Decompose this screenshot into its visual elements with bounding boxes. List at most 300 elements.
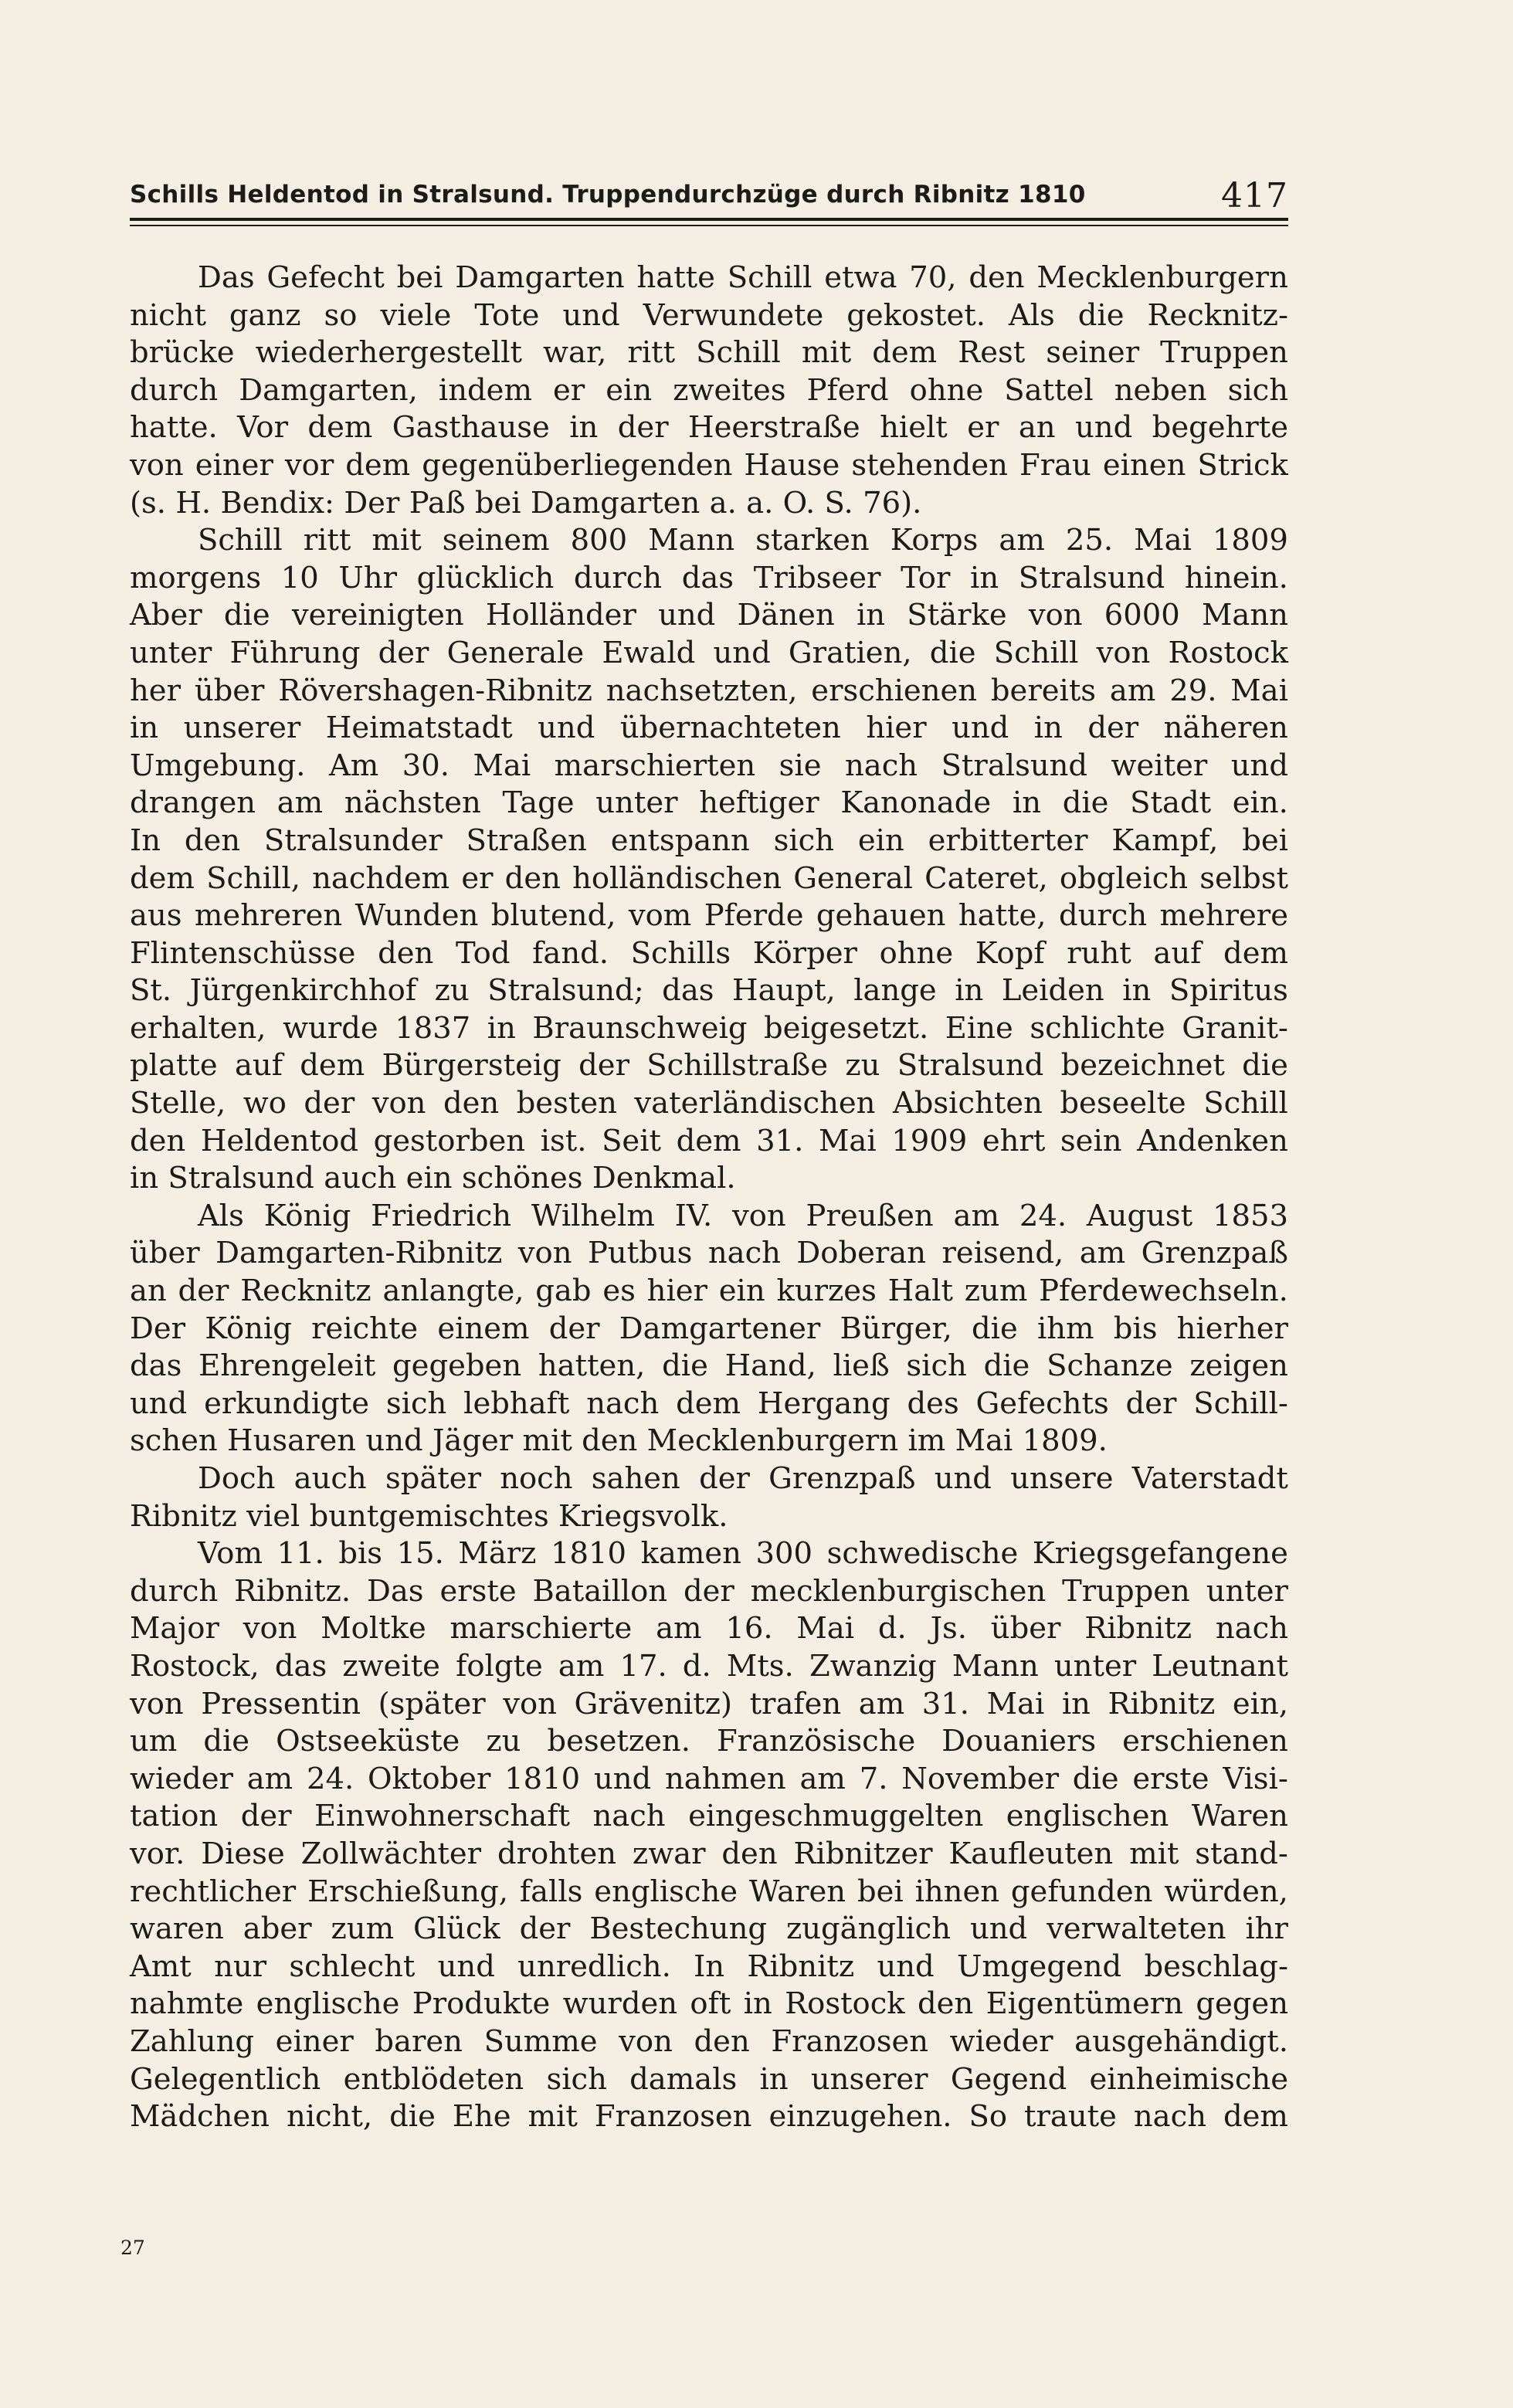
word: Ehe — [452, 2099, 511, 2135]
word: in — [759, 2061, 789, 2097]
word: gefunden — [1010, 1874, 1153, 1909]
word: (später — [378, 1686, 486, 1721]
text-line — [130, 1460, 1288, 1498]
word: nahmte — [130, 1986, 244, 2022]
word: auch — [293, 1461, 367, 1496]
word: die — [223, 598, 270, 633]
word: in — [569, 410, 599, 446]
word: 10 — [280, 560, 319, 595]
word: der — [548, 1311, 600, 1346]
word: und — [130, 1385, 188, 1421]
word: dem — [1223, 2099, 1288, 2135]
word: dem — [1223, 935, 1288, 971]
word: Gefechts — [975, 1385, 1109, 1421]
word: König — [263, 1198, 351, 1233]
word: Verwundete — [643, 297, 824, 333]
word: von — [732, 1198, 786, 1233]
running-title: Schills Heldentod in Stralsund. Truppendurchzüge durch Ribnitz 1810 — [130, 181, 1086, 209]
word: dem — [676, 1123, 741, 1158]
word: den — [721, 1836, 778, 1871]
word: Kaufleuten — [948, 1836, 1114, 1871]
text-line — [130, 1648, 1288, 1686]
word: 17. — [619, 1648, 667, 1684]
word: seinem — [442, 523, 550, 558]
text-line — [130, 1911, 1288, 1948]
word: zu — [434, 973, 470, 1009]
word: vor — [284, 447, 334, 483]
word: nach — [592, 1799, 666, 1834]
word: 31. — [756, 1123, 804, 1158]
word: und — [934, 1461, 992, 1496]
word: durch — [1058, 898, 1148, 934]
word: Spiritus — [1169, 973, 1288, 1009]
word: unter — [595, 785, 678, 821]
word: Visi- — [1223, 1761, 1288, 1796]
word: entblödeten — [343, 2061, 524, 2097]
text-line — [130, 1573, 1288, 1611]
word: In — [130, 822, 161, 858]
word: Der — [130, 1311, 186, 1346]
word: ohne — [879, 935, 954, 971]
word: hielt — [880, 410, 948, 446]
word: unter — [130, 635, 212, 670]
text-line — [130, 1198, 1288, 1236]
word: und — [969, 1911, 1028, 1947]
word: Amt — [130, 1948, 192, 1984]
word: erhalten, — [130, 1010, 266, 1046]
word: Hergang — [757, 1385, 890, 1421]
word: zeigen — [1189, 1348, 1288, 1384]
word: wo — [243, 1086, 287, 1121]
word: die — [1077, 297, 1125, 333]
word: und — [365, 1423, 423, 1459]
word: hatte, — [958, 898, 1047, 934]
word: ein — [857, 822, 904, 858]
word: später — [385, 1461, 481, 1496]
word: zu — [845, 1048, 880, 1084]
text-line — [130, 1874, 1288, 1911]
word: Hause — [744, 447, 840, 483]
word: in — [1122, 973, 1152, 1009]
text-line — [130, 1498, 1288, 1536]
word: einer — [195, 447, 273, 483]
word: der — [617, 410, 669, 446]
word: Truppen — [1160, 335, 1288, 371]
word: November — [901, 1761, 1059, 1796]
word: vaterländischen — [634, 1086, 876, 1121]
word: von — [1028, 598, 1083, 633]
page-number: 417 — [1221, 176, 1288, 215]
word: 1810 — [551, 1536, 627, 1572]
word: Mts. — [726, 1648, 794, 1684]
printer-signature-mark: 27 — [120, 2237, 145, 2259]
word: hatte — [636, 260, 715, 295]
word: tation — [130, 1799, 219, 1834]
text-line — [130, 860, 1288, 898]
text-line — [130, 1761, 1288, 1799]
word: Ribnitz — [1108, 1686, 1216, 1721]
word: marschierten — [554, 748, 756, 783]
word: gegeben — [392, 1348, 522, 1384]
word: Pferd — [806, 372, 889, 408]
word: mit — [522, 1423, 572, 1459]
word: mit — [528, 2099, 578, 2135]
text-line — [130, 1311, 1288, 1348]
word: folgte — [456, 1648, 543, 1684]
word: der — [304, 1086, 355, 1121]
text-line — [130, 710, 1288, 748]
word: reichte — [311, 1311, 419, 1346]
word: und — [562, 297, 620, 333]
word: Jäger — [432, 1423, 514, 1459]
word: an — [1018, 410, 1056, 446]
word: am — [953, 1198, 1000, 1233]
word: Ribnitz — [747, 1948, 855, 1984]
word: ganz — [229, 297, 301, 333]
word: bei — [1242, 822, 1288, 858]
word: nicht — [130, 297, 206, 333]
word: Ostseeküste — [276, 1724, 460, 1759]
word: und — [1075, 410, 1133, 446]
header-rule-thick — [130, 218, 1288, 221]
word: dem — [307, 410, 373, 446]
word: lange — [853, 973, 937, 1009]
word: von — [371, 1086, 426, 1121]
word: der — [1087, 711, 1139, 746]
word: ritt — [303, 523, 351, 558]
word: Rostock — [785, 1986, 905, 2022]
word: die — [972, 1311, 1018, 1346]
word: ein. — [1232, 785, 1288, 821]
word: dem — [676, 1385, 741, 1421]
word: brücke — [130, 335, 235, 371]
word: Umgegend — [956, 1948, 1122, 1984]
word: gekostet. — [846, 297, 985, 333]
word: Andenken — [1137, 1123, 1288, 1158]
text-line — [130, 785, 1288, 822]
word: 24. — [1019, 1198, 1067, 1233]
word: 1810 — [504, 1761, 581, 1796]
word: englische — [256, 1986, 400, 2022]
word: Denkmal. — [592, 1161, 736, 1196]
word: zwar — [632, 1836, 706, 1871]
word: über — [990, 1611, 1061, 1647]
text-line — [130, 1948, 1288, 1986]
word: von — [130, 447, 184, 483]
word: einem — [437, 1311, 530, 1346]
word: auf — [234, 1048, 283, 1084]
word: unsere — [1010, 1461, 1114, 1496]
word: stand- — [1195, 1836, 1288, 1871]
word: Truppen — [1062, 1573, 1190, 1609]
word: schen — [130, 1423, 218, 1459]
word: in — [1061, 1686, 1091, 1721]
word: mecklenburgischen — [750, 1573, 1047, 1609]
word: 1837 — [395, 1010, 471, 1046]
word: bei — [396, 260, 443, 295]
word: Kriegsgefangene — [1032, 1536, 1288, 1572]
word: wiederhergestellt — [255, 335, 522, 371]
word: den — [443, 1086, 500, 1121]
word: d. — [682, 1648, 711, 1684]
word: übernachteten — [619, 711, 841, 746]
word: Schill — [198, 523, 283, 558]
word: den — [969, 260, 1025, 295]
word: 7. — [859, 1761, 888, 1796]
word: König — [205, 1311, 292, 1346]
text-line — [130, 2061, 1288, 2099]
word: Aber — [130, 598, 202, 633]
text-line — [130, 1348, 1288, 1385]
text-line — [130, 334, 1288, 372]
text-line — [130, 822, 1288, 860]
word: Bürger, — [840, 1311, 952, 1346]
word: sein — [1060, 1123, 1122, 1158]
word: schwedische — [826, 1536, 1019, 1572]
word: die — [1072, 1761, 1119, 1796]
word: Stelle, — [130, 1086, 226, 1121]
word: unserer — [810, 2061, 928, 2097]
word: ohne — [909, 372, 984, 408]
word: Stralsund — [168, 1161, 314, 1196]
text-line — [130, 1610, 1288, 1648]
word: bei — [474, 485, 521, 521]
word: Dänen — [737, 598, 835, 633]
text-line — [130, 635, 1288, 673]
word: Als — [1008, 297, 1055, 333]
word: Summe — [483, 2023, 598, 2059]
word: Straßen — [466, 822, 587, 858]
word: zum — [331, 1911, 395, 1947]
text-line — [130, 673, 1288, 711]
text-line — [130, 522, 1288, 560]
word: wieder — [130, 1761, 233, 1796]
word: Kriegsvolk. — [558, 1498, 728, 1534]
word: nicht, — [286, 2099, 373, 2135]
word: Schanze — [1047, 1348, 1173, 1384]
word: durch — [130, 372, 219, 408]
word: der — [683, 1573, 734, 1609]
word: 1853 — [1212, 1198, 1288, 1233]
word: zu — [486, 1724, 521, 1759]
word: März — [458, 1536, 537, 1572]
word: Pferdewechseln. — [1039, 1274, 1288, 1309]
word: nachdem — [312, 860, 450, 896]
text-line — [130, 372, 1288, 410]
word: Pferde — [704, 898, 804, 934]
word: ihr — [1245, 1911, 1288, 1947]
word: an — [130, 1274, 167, 1309]
word: Mann — [1202, 598, 1288, 633]
text-line — [130, 1385, 1288, 1423]
text-line — [130, 597, 1288, 635]
word: die — [203, 1724, 250, 1759]
word: Schill, — [206, 860, 300, 896]
word: Stralsund — [1018, 560, 1165, 595]
word: über — [194, 673, 265, 708]
word: besten — [516, 1086, 617, 1121]
word: 1809. — [1022, 1423, 1108, 1459]
word: vom — [628, 898, 692, 934]
word: in — [1012, 785, 1042, 821]
word: glücklich — [416, 560, 555, 595]
word: er — [967, 410, 999, 446]
word: 11. — [276, 1536, 324, 1572]
word: Eine — [945, 1010, 1013, 1046]
word: Kanonade — [840, 785, 992, 821]
word: Gelegentlich — [130, 2061, 321, 2097]
word: am — [656, 1611, 702, 1647]
word: ließ — [833, 1348, 890, 1384]
word: nach — [586, 1385, 660, 1421]
word: um — [130, 1724, 178, 1759]
word: auf — [1153, 935, 1202, 971]
word: wieder — [949, 2023, 1053, 2059]
word: den — [130, 1123, 186, 1158]
word: den — [917, 1986, 974, 2022]
word: das — [662, 973, 714, 1009]
word: Damgarten — [455, 260, 625, 295]
word: Halt — [887, 1274, 953, 1309]
word: einzugehen. — [768, 2099, 952, 2135]
text-line — [130, 1836, 1288, 1874]
text-line — [130, 2098, 1288, 2136]
word: sich — [546, 2061, 607, 2097]
word: Vor — [237, 410, 288, 446]
word: 16. — [725, 1611, 773, 1647]
word: Schill — [696, 335, 781, 371]
word: ihm — [1036, 1311, 1094, 1346]
word: mit — [801, 335, 852, 371]
word: eingeschmuggelten — [688, 1799, 984, 1834]
word: wurden — [562, 1986, 678, 2022]
word: 6000 — [1104, 598, 1180, 633]
word: beseelte — [1060, 1086, 1186, 1121]
word: Mädchen — [130, 2099, 270, 2135]
word: und — [1230, 748, 1288, 783]
word: und — [437, 1948, 495, 1984]
word: Stadt — [1130, 785, 1212, 821]
word: blutend, — [490, 898, 616, 934]
word: Rest — [958, 335, 1026, 371]
word: gab — [535, 1274, 592, 1309]
word: Mecklenburgern — [1036, 260, 1288, 295]
text-line — [130, 447, 1288, 485]
word: näheren — [1163, 711, 1288, 746]
word: dem — [300, 1048, 365, 1084]
word: wurde — [283, 1010, 378, 1046]
word: und — [658, 598, 716, 633]
text-line — [130, 1085, 1288, 1123]
word: einheimische — [1089, 2061, 1288, 2097]
word: und — [713, 635, 771, 670]
word: St. — [130, 973, 172, 1009]
word: Mai — [818, 1123, 877, 1158]
word: Mai — [796, 1611, 855, 1647]
word: Stärke — [907, 598, 1007, 633]
word: Mai — [986, 1686, 1045, 1721]
word: Grenzpaß — [768, 1461, 916, 1496]
word: falls — [519, 1874, 583, 1909]
word: Uhr — [338, 560, 397, 595]
word: zweites — [673, 372, 786, 408]
word: beschlag- — [1144, 1948, 1288, 1984]
word: erste — [1132, 1761, 1209, 1796]
word: marschierte — [449, 1611, 633, 1647]
word: Am — [328, 748, 379, 783]
word: Waren — [748, 1874, 846, 1909]
word: Stralsunder — [263, 822, 443, 858]
word: am — [1079, 1236, 1126, 1271]
text-line — [130, 748, 1288, 785]
word: das — [681, 560, 734, 595]
word: und — [877, 1948, 935, 1984]
page-header — [130, 176, 1288, 222]
word: die — [1062, 785, 1109, 821]
word: Doberan — [796, 1236, 927, 1271]
word: hier — [866, 711, 927, 746]
word: Rostock, — [130, 1648, 260, 1684]
word: Wilhelm — [531, 1198, 655, 1233]
word: den — [378, 935, 434, 971]
word: im — [907, 1423, 946, 1459]
word: der — [519, 1911, 571, 1947]
word: neben — [1114, 372, 1207, 408]
word: nach — [707, 1236, 781, 1271]
text-line — [130, 259, 1288, 297]
word: in — [743, 1986, 772, 2022]
word: der — [378, 635, 429, 670]
word: auch — [324, 1161, 397, 1196]
word: er — [553, 372, 585, 408]
word: durch — [130, 1573, 219, 1609]
word: Schillstraße — [646, 1048, 829, 1084]
word: 25. — [1065, 523, 1114, 558]
word: Oktober — [367, 1761, 491, 1796]
word: 31. — [921, 1686, 970, 1721]
word: einer — [275, 2023, 354, 2059]
word: 15. — [396, 1536, 444, 1572]
word: erkundigte — [204, 1385, 370, 1421]
word: dem — [872, 335, 938, 371]
word: erste — [439, 1573, 517, 1609]
word: gegen — [1196, 1986, 1288, 2022]
word: Tote — [474, 297, 540, 333]
word: viele — [380, 297, 452, 333]
word: Körper — [752, 935, 857, 971]
word: Generale — [446, 635, 585, 670]
word: Zwanzig — [809, 1648, 937, 1684]
word: Bürgersteig — [382, 1048, 561, 1084]
word: dem — [130, 860, 195, 896]
word: Gegend — [950, 2061, 1067, 2097]
word: drohten — [497, 1836, 617, 1871]
word: Mai — [1230, 673, 1288, 708]
word: lebhaft — [463, 1385, 570, 1421]
word: aber — [243, 1911, 312, 1947]
word: der — [178, 1274, 229, 1309]
word: in — [955, 973, 984, 1009]
text-line — [130, 1423, 1288, 1460]
word: mehrere — [1159, 898, 1288, 934]
word: die — [662, 1348, 708, 1384]
body-text — [130, 259, 1288, 2136]
word: Holländer — [485, 598, 636, 633]
word: hatten, — [538, 1348, 646, 1384]
word: heftiger — [699, 785, 819, 821]
word: und — [593, 1761, 652, 1796]
word: Mann — [648, 523, 735, 558]
